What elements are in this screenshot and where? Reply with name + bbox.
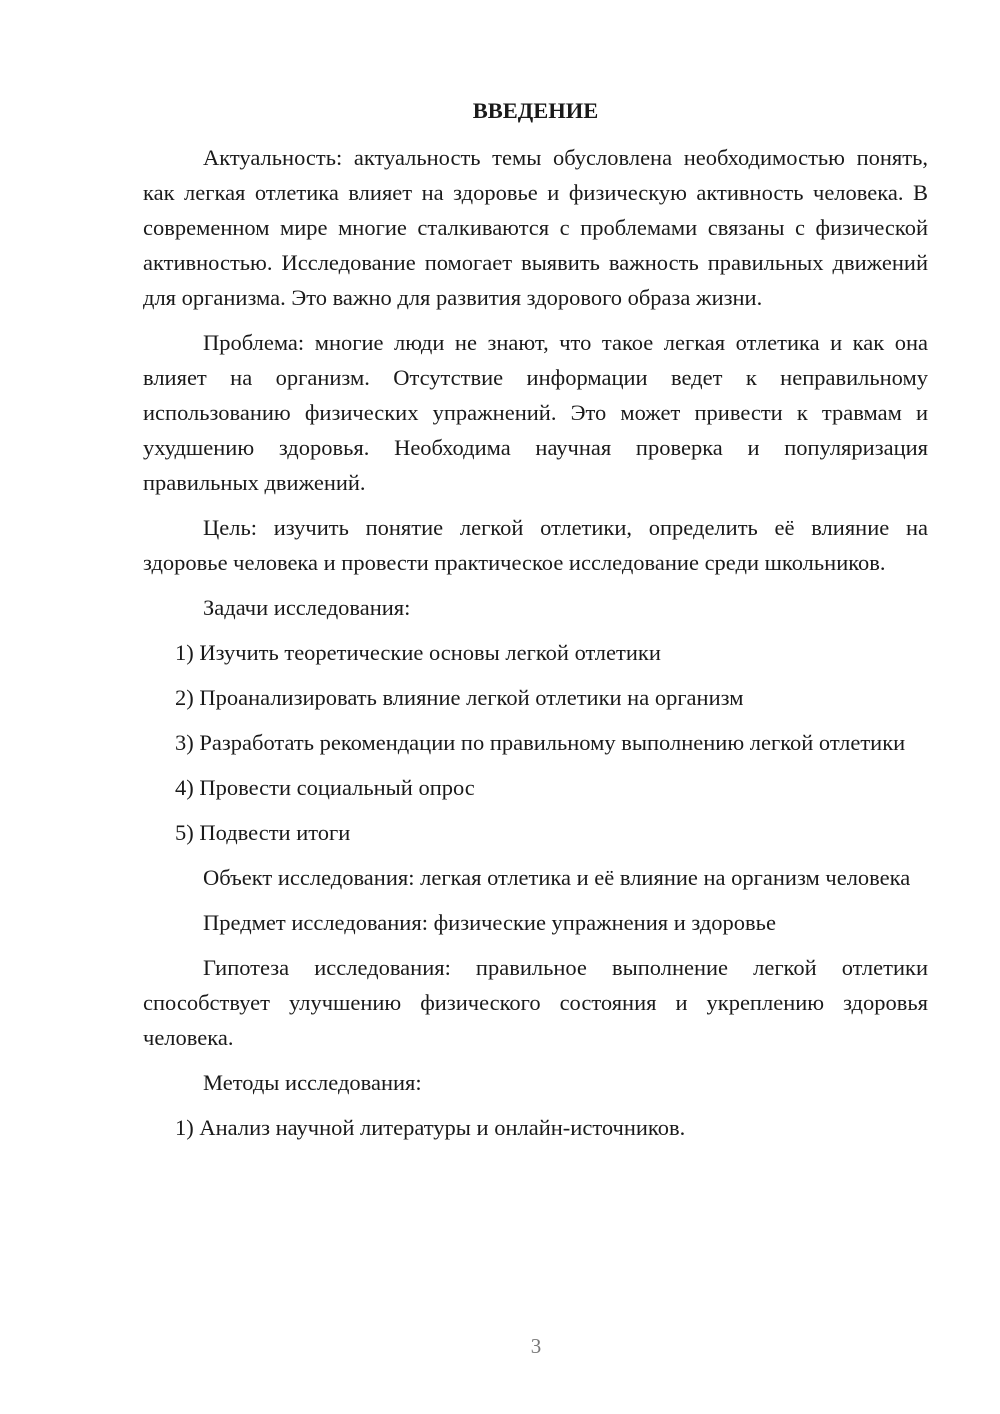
relevance-paragraph: Актуальность: актуальность темы обусловлена необходимостью понять, как легкая отлетика влияет на здоровье и физическую активность человека. В современном мире многие сталкиваются с проблемами связаны с физической активностью. Исследование помогает выявить важность правильных движений для организма. Это важно для развития здорового образа жизни. bbox=[143, 145, 928, 310]
task-item-3: 3) Разработать рекомендации по правильному выполнению легкой отлетики bbox=[175, 730, 906, 755]
methods-heading: Методы исследования: bbox=[203, 1070, 422, 1095]
task-item-2: 2) Проанализировать влияние легкой отлетики на организм bbox=[175, 685, 744, 710]
task-item-4: 4) Провести социальный опрос bbox=[175, 775, 475, 800]
method-item-1: 1) Анализ научной литературы и онлайн-источников. bbox=[175, 1115, 686, 1140]
goal-paragraph: Цель: изучить понятие легкой отлетики, определить её влияние на здоровье человека и провести практическое исследование среди школьников. bbox=[143, 515, 928, 575]
problem-paragraph: Проблема: многие люди не знают, что такое легкая отлетика и как она влияет на организм. Отсутствие информации ведет к неправильному использованию физических упражнений. Это может привести к травмам и ухудшению здоровья. Необходима научная проверка и популяризация правильных движений. bbox=[143, 330, 928, 495]
page-content bbox=[143, 93, 928, 1155]
subject-paragraph: Предмет исследования: физические упражнения и здоровье bbox=[203, 910, 776, 935]
task-item-1: 1) Изучить теоретические основы легкой отлетики bbox=[175, 640, 661, 665]
hypothesis-paragraph: Гипотеза исследования: правильное выполнение легкой отлетики способствует улучшению физического состояния и укреплению здоровья человека. bbox=[143, 955, 928, 1050]
page-number: 3 bbox=[530, 1334, 542, 1358]
tasks-heading: Задачи исследования: bbox=[203, 595, 411, 620]
object-paragraph: Объект исследования: легкая отлетика и её влияние на организм человека bbox=[203, 865, 911, 890]
section-title: ВВЕДЕНИЕ bbox=[472, 98, 599, 123]
task-item-5: 5) Подвести итоги bbox=[175, 820, 351, 845]
